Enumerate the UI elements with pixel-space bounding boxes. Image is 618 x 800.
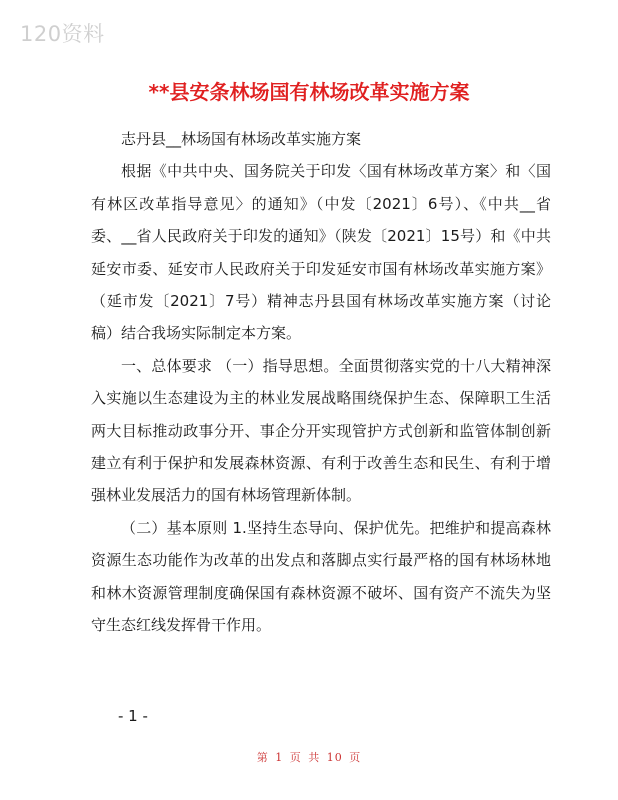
watermark: 120资料	[20, 22, 105, 46]
paragraph-basic-principles: （二）基本原则 1.坚持生态导向、保护优先。把维护和提高森林资源生态功能作为改革的出发点和落脚点实行最严格的国有林场林地和林木资源管理制度确保国有森林资源不破坏、国有资产不流失为坚守生态红线发挥骨干作用。	[91, 518, 551, 635]
paragraph-basis: 根据《中共中央、国务院关于印发〈国有林场改革方案〉和〈国有林区改革指导意见〉的通知》（中发〔2021〕6号）、《中共__省委、__省人民政府关于印发的通知》（陕发〔2021〕15号）和《中共延安市委、延安市人民政府关于印发延安市国有林场改革实施方案》（延市发〔2021〕7号）精神志丹县国有林场改革实施方案（讨论稿）结合我场实际制定本方案。	[91, 162, 551, 343]
document-body	[91, 123, 551, 642]
paragraph-subtitle: 志丹县__林场国有林场改革实施方案	[121, 130, 362, 148]
page-marker: - 1 -	[118, 707, 148, 725]
page-footer: 第 1 页 共 10 页	[256, 751, 362, 764]
paragraph-general-requirements: 一、总体要求 （一）指导思想。全面贯彻落实党的十八大精神深入实施以生态建设为主的林业发展战略围绕保护生态、保障职工生活两大目标推动政事分开、事企分开实现管护方式创新和监管体制创新建立有利于保护和发展森林资源、有利于改善生态和民生、有利于增强林业发展活力的国有林场管理新体制。	[91, 356, 551, 505]
document-title: **县安条林场国有林场改革实施方案	[148, 80, 470, 104]
